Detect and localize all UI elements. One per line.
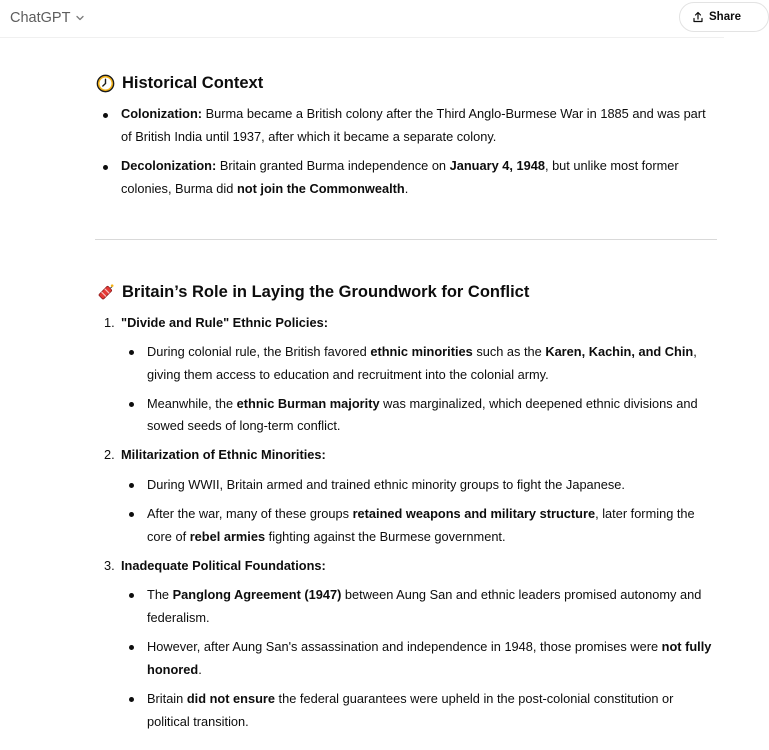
item-text: However, after Aung San's assassination and independence in 1948, those promises were <box>147 639 662 654</box>
item-emphasis: honored <box>147 662 199 677</box>
firecracker-icon <box>96 283 115 302</box>
item-text: political transition. <box>147 714 249 729</box>
item-emphasis: Karen, Kachin, and Chin <box>545 344 694 359</box>
item-emphasis: not fully <box>661 639 712 654</box>
section-heading-britains-role <box>96 283 529 302</box>
section-title: Historical Context <box>122 74 264 92</box>
item-emphasis: Panglong Agreement (1947) <box>172 587 342 602</box>
item-text: , <box>693 344 697 359</box>
item-text: During colonial rule, the British favored <box>147 344 371 359</box>
item-text: Britain granted Burma independence on <box>216 158 450 173</box>
item-text: Burma became a British colony after the Third Anglo-Burmese War in 1885 and was part <box>202 106 706 121</box>
item-text: , but unlike most former <box>544 158 679 173</box>
list-number: 2. <box>104 447 115 462</box>
item-text: fighting against the Burmese government. <box>265 529 506 544</box>
item-emphasis: rebel armies <box>189 529 266 544</box>
bullet-dot <box>129 483 134 488</box>
item-text: the federal guarantees were upheld in the post-colonial constitution or <box>275 691 674 706</box>
item-text: Meanwhile, the <box>147 396 237 411</box>
point-title: Militarization of Ethnic Minorities: <box>121 447 326 462</box>
point-title: "Divide and Rule" Ethnic Policies: <box>121 315 328 330</box>
bullet-dot <box>129 402 134 407</box>
item-text: , later forming the <box>595 506 695 521</box>
bullet-dot <box>129 697 134 702</box>
item-text: After the war, many of these groups <box>147 506 353 521</box>
item-text: Britain <box>147 691 187 706</box>
share-label: Share <box>709 11 741 23</box>
item-text: was marginalized, which deepened ethnic divisions and <box>379 396 698 411</box>
item-text: . <box>404 181 409 196</box>
bullet-dot <box>129 593 134 598</box>
section-heading-historical-context <box>96 74 263 93</box>
item-emphasis: ethnic Burman majority <box>236 396 380 411</box>
item-text: sowed seeds of long-term conflict. <box>147 418 341 433</box>
clock-icon <box>96 74 115 93</box>
item-text: of British India until 1937, after which it became a separate colony. <box>121 129 497 144</box>
item-text: between Aung San and ethnic leaders promised autonomy and <box>341 587 702 602</box>
bullet-dot <box>103 113 108 118</box>
item-text: core of <box>147 529 190 544</box>
bullet-dot <box>129 350 134 355</box>
divider <box>95 239 717 240</box>
item-emphasis: did not ensure <box>186 691 275 706</box>
item-text: such as the <box>472 344 546 359</box>
point-title: Inadequate Political Foundations: <box>121 558 326 573</box>
item-label: Colonization: <box>121 106 203 121</box>
item-text: federalism. <box>147 610 210 625</box>
item-emphasis: not join the Commonwealth <box>236 181 405 196</box>
bullet-dot <box>103 165 108 170</box>
bullet-dot <box>129 645 134 650</box>
model-name: ChatGPT <box>10 10 71 26</box>
section-title: Britain’s Role in Laying the Groundwork for Conflict <box>122 283 530 301</box>
item-text: giving them access to education and recruitment into the colonial army. <box>147 367 549 382</box>
bullet-dot <box>129 512 134 517</box>
item-text: colonies, Burma did <box>121 181 237 196</box>
item-text: During WWII, Britain armed and trained ethnic minority groups to fight the Japanese. <box>147 477 625 492</box>
item-emphasis: ethnic minorities <box>370 344 473 359</box>
item-emphasis: January 4, 1948 <box>449 158 545 173</box>
list-number: 1. <box>104 315 115 330</box>
item-text: . <box>198 662 202 677</box>
item-text: The <box>147 587 173 602</box>
item-label: Decolonization: <box>121 158 217 173</box>
item-emphasis: retained weapons and military structure <box>352 506 596 521</box>
list-number: 3. <box>104 558 115 573</box>
